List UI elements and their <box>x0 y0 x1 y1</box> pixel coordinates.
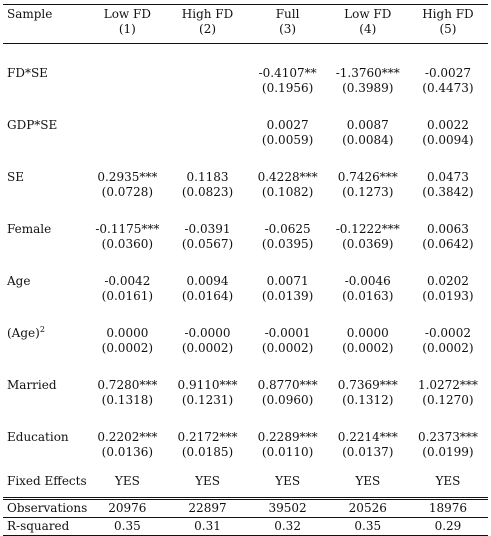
coefficient-cell: -0.0027 <box>424 66 471 80</box>
standard-error-cell: (0.0136) <box>101 445 154 459</box>
spacer-row <box>3 252 488 274</box>
coefficient-cell: 0.2214*** <box>337 430 398 444</box>
coefficient-row <box>3 170 488 185</box>
statistics-section <box>3 499 488 536</box>
coefficient-cell: 1.0272*** <box>417 378 478 392</box>
fixed-effects-value: YES <box>195 474 220 488</box>
column-number-1: (1) <box>118 22 136 36</box>
coefficient-cell: 0.0022 <box>426 118 469 132</box>
standard-error-cell: (0.0369) <box>342 237 394 251</box>
spacer-row <box>3 96 488 118</box>
standard-error-cell: (0.0642) <box>422 237 474 251</box>
coefficient-cell: 0.7280*** <box>97 378 158 392</box>
standard-error-row <box>3 133 488 148</box>
standard-error-cell: (0.0110) <box>261 445 314 459</box>
coefficient-cell: 0.0000 <box>106 326 149 340</box>
standard-error-cell <box>87 133 167 148</box>
coefficient-row <box>3 378 488 393</box>
coefficient-cell: 0.7369*** <box>337 378 398 392</box>
variable-label <box>3 222 87 237</box>
column-number-2: (2) <box>199 22 217 36</box>
variable-name: Education <box>7 430 69 444</box>
standard-error-cell <box>167 133 247 148</box>
observations-value: 20526 <box>328 499 408 518</box>
column-name-2: High FD <box>181 7 234 21</box>
coefficient-rows <box>3 44 488 461</box>
standard-error-cell: (0.1318) <box>101 393 154 407</box>
standard-error-cell: (0.0002) <box>342 341 394 355</box>
coefficient-cell: -0.1175*** <box>95 222 160 236</box>
standard-error-cell: (0.0059) <box>261 133 314 147</box>
coefficient-cell: -0.0391 <box>184 222 231 236</box>
fixed-effects-value: YES <box>275 474 301 488</box>
r-squared-value: 0.35 <box>114 519 141 533</box>
spacer-row <box>3 44 488 67</box>
standard-error-cell: (0.0163) <box>342 289 394 303</box>
standard-error-cell <box>87 81 167 96</box>
standard-error-cell: (0.0137) <box>342 445 394 459</box>
variable-label <box>3 66 87 81</box>
variable-name: (Age) <box>7 326 40 340</box>
coefficient-cell <box>87 66 167 81</box>
spacer-row <box>3 200 488 222</box>
coefficient-row <box>3 222 488 237</box>
coefficient-cell: 0.0063 <box>426 222 469 236</box>
spacer-row <box>3 148 488 170</box>
coefficient-cell: 0.0087 <box>346 118 389 132</box>
coefficient-cell: 0.2172*** <box>177 430 238 444</box>
observations-row <box>3 499 488 518</box>
standard-error-cell: (0.0193) <box>422 289 474 303</box>
coefficient-cell: 0.9110*** <box>177 378 238 392</box>
coefficient-cell <box>167 66 247 81</box>
coefficient-cell: 0.2202*** <box>97 430 158 444</box>
standard-error-cell: (0.0185) <box>181 445 234 459</box>
standard-error-cell: (0.3842) <box>422 185 474 199</box>
variable-name: Female <box>7 222 52 236</box>
column-name-4: Low FD <box>344 7 392 21</box>
standard-error-cell: (0.0960) <box>261 393 314 407</box>
table-header <box>3 5 488 44</box>
standard-error-row <box>3 81 488 96</box>
variable-superscript: 2 <box>39 325 45 334</box>
coefficient-cell: 0.0000 <box>346 326 389 340</box>
spacer-row <box>3 356 488 378</box>
regression-table <box>3 4 488 536</box>
coefficient-cell: -0.0046 <box>344 274 391 288</box>
coefficient-cell <box>87 118 167 133</box>
standard-error-cell: (0.0161) <box>101 289 154 303</box>
fixed-effects-value: YES <box>435 474 461 488</box>
standard-error-cell: (0.0199) <box>422 445 474 459</box>
fixed-effects-value: YES <box>114 474 140 488</box>
standard-error-row <box>3 289 488 304</box>
standard-error-row <box>3 185 488 200</box>
fixed-effects-section <box>3 460 488 499</box>
r-squared-value: 0.29 <box>434 519 462 533</box>
spacer-row <box>3 408 488 430</box>
standard-error-cell: (0.1312) <box>342 393 394 407</box>
coefficient-row <box>3 274 488 289</box>
standard-error-row <box>3 393 488 408</box>
coefficient-cell: -1.3760*** <box>335 66 400 80</box>
column-number-3: (3) <box>279 22 297 36</box>
coefficient-cell: -0.4107** <box>258 66 317 80</box>
column-name-1: Low FD <box>103 7 151 21</box>
coefficient-cell: 0.2373*** <box>417 430 478 444</box>
coefficient-cell: 0.0071 <box>266 274 309 288</box>
standard-error-cell: (0.0002) <box>181 341 234 355</box>
variable-label <box>3 274 87 289</box>
standard-error-cell: (0.0002) <box>422 341 474 355</box>
standard-error-cell: (0.1270) <box>422 393 474 407</box>
coefficient-cell: 0.0473 <box>426 170 469 184</box>
coefficient-row <box>3 326 488 341</box>
observations-label: Observations <box>3 499 87 518</box>
coefficient-cell: 0.2289*** <box>257 430 318 444</box>
standard-error-cell: (0.0002) <box>101 341 154 355</box>
standard-error-cell: (0.4473) <box>422 81 474 95</box>
spacer-row <box>3 304 488 326</box>
variable-name: FD*SE <box>7 66 48 80</box>
coefficient-cell: 0.0027 <box>266 118 309 132</box>
r-squared-value: 0.32 <box>274 519 301 533</box>
coefficient-row <box>3 430 488 445</box>
variable-name: Married <box>7 378 57 392</box>
standard-error-cell: (0.0567) <box>181 237 234 251</box>
standard-error-cell: (0.0395) <box>261 237 314 251</box>
standard-error-cell: (0.0002) <box>261 341 314 355</box>
standard-error-cell: (0.1273) <box>342 185 394 199</box>
coefficient-cell: -0.0625 <box>264 222 311 236</box>
observations-value: 20976 <box>87 499 167 518</box>
variable-label <box>3 170 87 185</box>
standard-error-cell: (0.0139) <box>261 289 314 303</box>
variable-name: GDP*SE <box>7 118 58 132</box>
variable-label <box>3 326 87 341</box>
column-number-5: (5) <box>439 22 457 36</box>
standard-error-row <box>3 237 488 252</box>
column-name-3: Full <box>275 7 300 21</box>
r-squared-value: 0.35 <box>354 519 382 533</box>
coefficient-cell: 0.8770*** <box>257 378 318 392</box>
coefficient-cell: 0.0094 <box>186 274 229 288</box>
coefficient-cell: -0.0042 <box>104 274 151 288</box>
column-number-4: (4) <box>359 22 377 36</box>
standard-error-cell: (0.1082) <box>261 185 314 199</box>
coefficient-cell: 0.1183 <box>186 170 229 184</box>
coefficient-cell: 0.7426*** <box>337 170 398 184</box>
variable-label <box>3 430 87 445</box>
standard-error-cell: (0.0164) <box>181 289 234 303</box>
variable-name: Age <box>7 274 31 288</box>
fixed-effects-value: YES <box>355 474 381 488</box>
coefficient-row <box>3 118 488 133</box>
column-name-5: High FD <box>422 7 474 21</box>
r-squared-label: R-squared <box>7 519 70 533</box>
r-squared-row <box>3 518 488 536</box>
observations-value: 39502 <box>248 499 328 518</box>
coefficient-cell <box>167 118 247 133</box>
coefficient-cell: -0.0002 <box>424 326 471 340</box>
fixed-effects-label: Fixed Effects <box>7 474 87 488</box>
fixed-effects-row <box>3 460 488 499</box>
standard-error-cell: (0.0823) <box>181 185 234 199</box>
variable-label <box>3 118 87 133</box>
observations-value: 18976 <box>408 499 488 518</box>
variable-name: SE <box>7 170 24 184</box>
r-squared-value: 0.31 <box>194 519 221 533</box>
standard-error-row <box>3 341 488 356</box>
standard-error-cell: (0.0094) <box>422 133 474 147</box>
sample-label: Sample <box>7 7 53 21</box>
standard-error-cell: (0.0360) <box>101 237 154 251</box>
standard-error-cell <box>167 81 247 96</box>
coefficient-cell: -0.0001 <box>264 326 311 340</box>
standard-error-cell: (0.1956) <box>261 81 314 95</box>
coefficient-cell: -0.1222*** <box>335 222 400 236</box>
standard-error-cell: (0.0728) <box>101 185 154 199</box>
standard-error-cell: (0.0084) <box>342 133 394 147</box>
coefficient-row <box>3 66 488 81</box>
standard-error-cell: (0.3989) <box>342 81 394 95</box>
standard-error-row <box>3 445 488 460</box>
coefficient-cell: 0.0202 <box>426 274 469 288</box>
coefficient-cell: -0.0000 <box>184 326 231 340</box>
standard-error-cell: (0.1231) <box>181 393 234 407</box>
variable-label <box>3 378 87 393</box>
coefficient-cell: 0.4228*** <box>257 170 318 184</box>
coefficient-cell: 0.2935*** <box>97 170 158 184</box>
observations-value: 22897 <box>167 499 247 518</box>
